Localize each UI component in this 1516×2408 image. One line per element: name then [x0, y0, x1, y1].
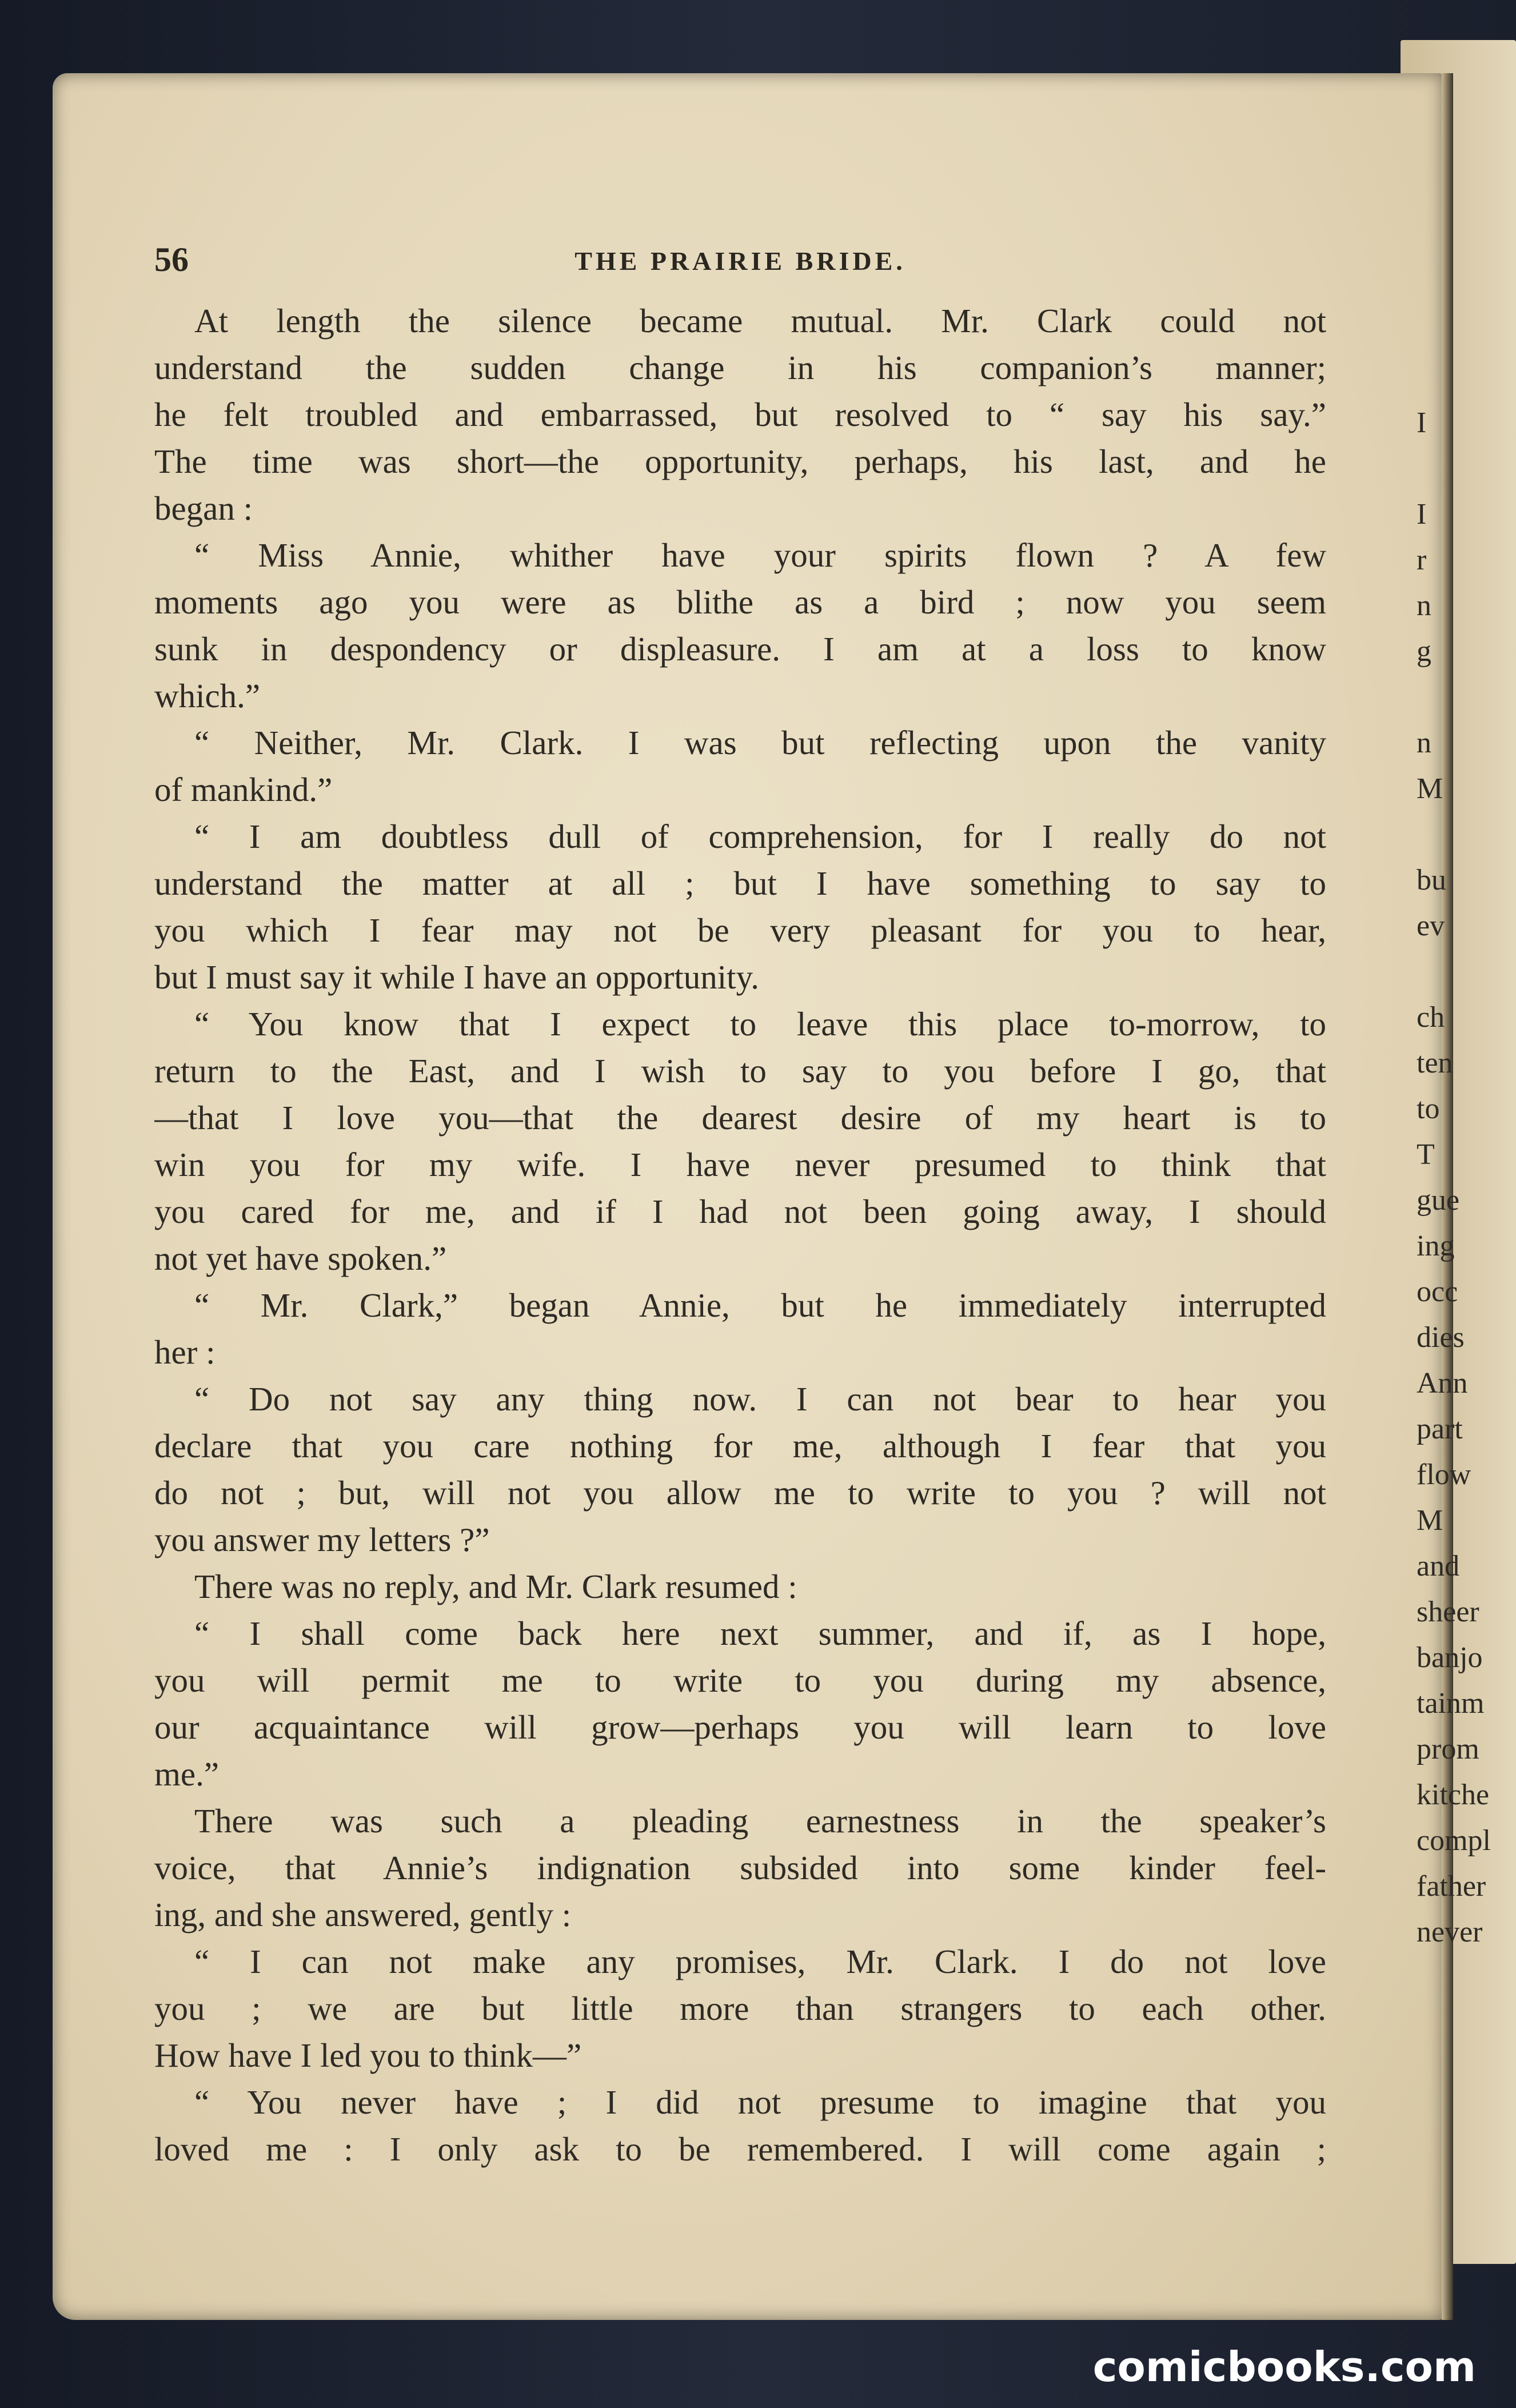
text-line: you answer my letters ?” — [154, 1521, 490, 1558]
text-line: return to the East, and I wish to say to you before I go, that — [154, 1052, 1326, 1090]
facing-page-fragment: kitche — [1417, 1779, 1490, 1811]
facing-page-fragment — [1417, 446, 1514, 492]
text-line: our acquaintance will grow—perhaps you will learn to love — [154, 1708, 1326, 1746]
watermark: comicbooks.com — [1092, 2343, 1476, 2391]
facing-page-fragment: prom — [1417, 1733, 1479, 1765]
facing-page-fragment: ch — [1417, 1001, 1445, 1034]
facing-page-fragment: occ — [1417, 1275, 1458, 1308]
facing-page-fragment: g — [1417, 635, 1431, 668]
facing-page-fragment: Ann — [1417, 1367, 1468, 1400]
facing-page-fragment: I — [1417, 498, 1427, 531]
text-line: —that I love you—that the dearest desire of my heart is to — [154, 1099, 1326, 1137]
facing-page-fragment: n — [1417, 589, 1431, 622]
text-line: voice, that Annie’s indignation subsided into some kinder feel- — [154, 1849, 1326, 1887]
text-line: of mankind.” — [154, 771, 333, 808]
text-line: “ I shall come back here next summer, and if, as I hope, — [194, 1614, 1326, 1652]
text-line: “ Neither, Mr. Clark. I was but reflecting upon the vanity — [194, 724, 1326, 762]
text-line: “ You know that I expect to leave this place to-morrow, to — [194, 1005, 1326, 1043]
text-line: “ Miss Annie, whither have your spirits flown ? A few — [194, 536, 1326, 574]
text-line: “ Do not say any thing now. I can not bear to hear you — [194, 1380, 1326, 1418]
facing-page-fragment: to — [1417, 1093, 1440, 1125]
text-line: At length the silence became mutual. Mr. Clark could not — [194, 302, 1326, 340]
facing-page-fragment: flow — [1417, 1458, 1471, 1491]
text-line: which.” — [154, 677, 261, 715]
text-line: loved me : I only ask to be remembered. I will come again ; — [154, 2130, 1326, 2168]
text-line: me.” — [154, 1755, 220, 1793]
facing-page-fragment: gue — [1417, 1184, 1460, 1217]
text-line: not yet have spoken.” — [154, 1239, 447, 1277]
text-line: How have I led you to think—” — [154, 2036, 582, 2074]
facing-page-fragment: ing — [1417, 1230, 1455, 1262]
page-number: 56 — [154, 241, 189, 278]
text-line: moments ago you were as blithe as a bird ; now you seem — [154, 583, 1326, 621]
text-line: you will permit me to write to you during my absence, — [154, 1661, 1326, 1699]
body-text — [154, 297, 1326, 2172]
facing-page-fragment: part — [1417, 1413, 1463, 1445]
facing-page-fragment — [1417, 949, 1514, 995]
facing-page-fragment: ten — [1417, 1047, 1453, 1079]
text-line: declare that you care nothing for me, although I fear that you — [154, 1427, 1326, 1465]
text-line: you ; we are but little more than strangers to each other. — [154, 1990, 1326, 2027]
text-line: sunk in despondency or displeasure. I am at a loss to know — [154, 630, 1326, 668]
text-line: her : — [154, 1333, 216, 1371]
text-line: “ I can not make any promises, Mr. Clark. I do not love — [194, 1943, 1326, 1980]
facing-page-fragment: n — [1417, 727, 1431, 759]
facing-page-fragment: ev — [1417, 910, 1445, 942]
facing-page-fragment: r — [1417, 544, 1427, 576]
facing-page-fragment: and — [1417, 1550, 1460, 1582]
text-line: win you for my wife. I have never presumed to think that — [154, 1146, 1326, 1183]
text-line: do not ; but, will not you allow me to write to you ? will not — [154, 1474, 1326, 1512]
text-line: he felt troubled and embarrassed, but resolved to “ say his say.” — [154, 396, 1326, 433]
text-line: understand the sudden change in his companion’s manner; — [154, 349, 1326, 386]
text-line: “ You never have ; I did not presume to imagine that you — [194, 2083, 1326, 2121]
text-line: “ I am doubtless dull of comprehension, for I really do not — [194, 818, 1326, 855]
text-line: but I must say it while I have an opportunity. — [154, 958, 759, 996]
facing-page-fragment: sheer — [1417, 1596, 1479, 1628]
text-line: you which I fear may not be very pleasant for you to hear, — [154, 911, 1326, 949]
facing-page-fragment: dies — [1417, 1321, 1465, 1354]
facing-page-fragment: M — [1417, 772, 1443, 805]
text-line: There was no reply, and Mr. Clark resumed : — [194, 1568, 797, 1605]
facing-page-fragment: compl — [1417, 1824, 1491, 1857]
facing-page-text — [1417, 400, 1514, 1955]
text-line: “ Mr. Clark,” began Annie, but he immediately interrupted — [194, 1286, 1326, 1324]
text-line: began : — [154, 489, 253, 527]
facing-page-fragment: father — [1417, 1870, 1486, 1903]
facing-page-fragment: I — [1417, 406, 1427, 439]
facing-page-fragment: T — [1417, 1138, 1435, 1171]
facing-page-fragment: bu — [1417, 864, 1446, 896]
text-line: ing, and she answered, gently : — [154, 1896, 572, 1933]
text-line: understand the matter at all ; but I have something to say to — [154, 864, 1326, 902]
page-header — [154, 234, 1326, 286]
text-line: The time was short—the opportunity, perhaps, his last, and he — [154, 442, 1326, 480]
facing-page-fragment: banjo — [1417, 1641, 1483, 1674]
facing-page-fragment: never — [1417, 1916, 1483, 1948]
text-line: you cared for me, and if I had not been going away, I should — [154, 1193, 1326, 1230]
facing-page-fragment — [1417, 675, 1514, 720]
facing-page-fragment: M — [1417, 1504, 1443, 1537]
running-title: THE PRAIRIE BRIDE. — [575, 246, 906, 276]
facing-page-fragment: tainm — [1417, 1687, 1485, 1720]
text-line: There was such a pleading earnestness in the speaker’s — [194, 1802, 1326, 1840]
facing-page-fragment — [1417, 812, 1514, 858]
